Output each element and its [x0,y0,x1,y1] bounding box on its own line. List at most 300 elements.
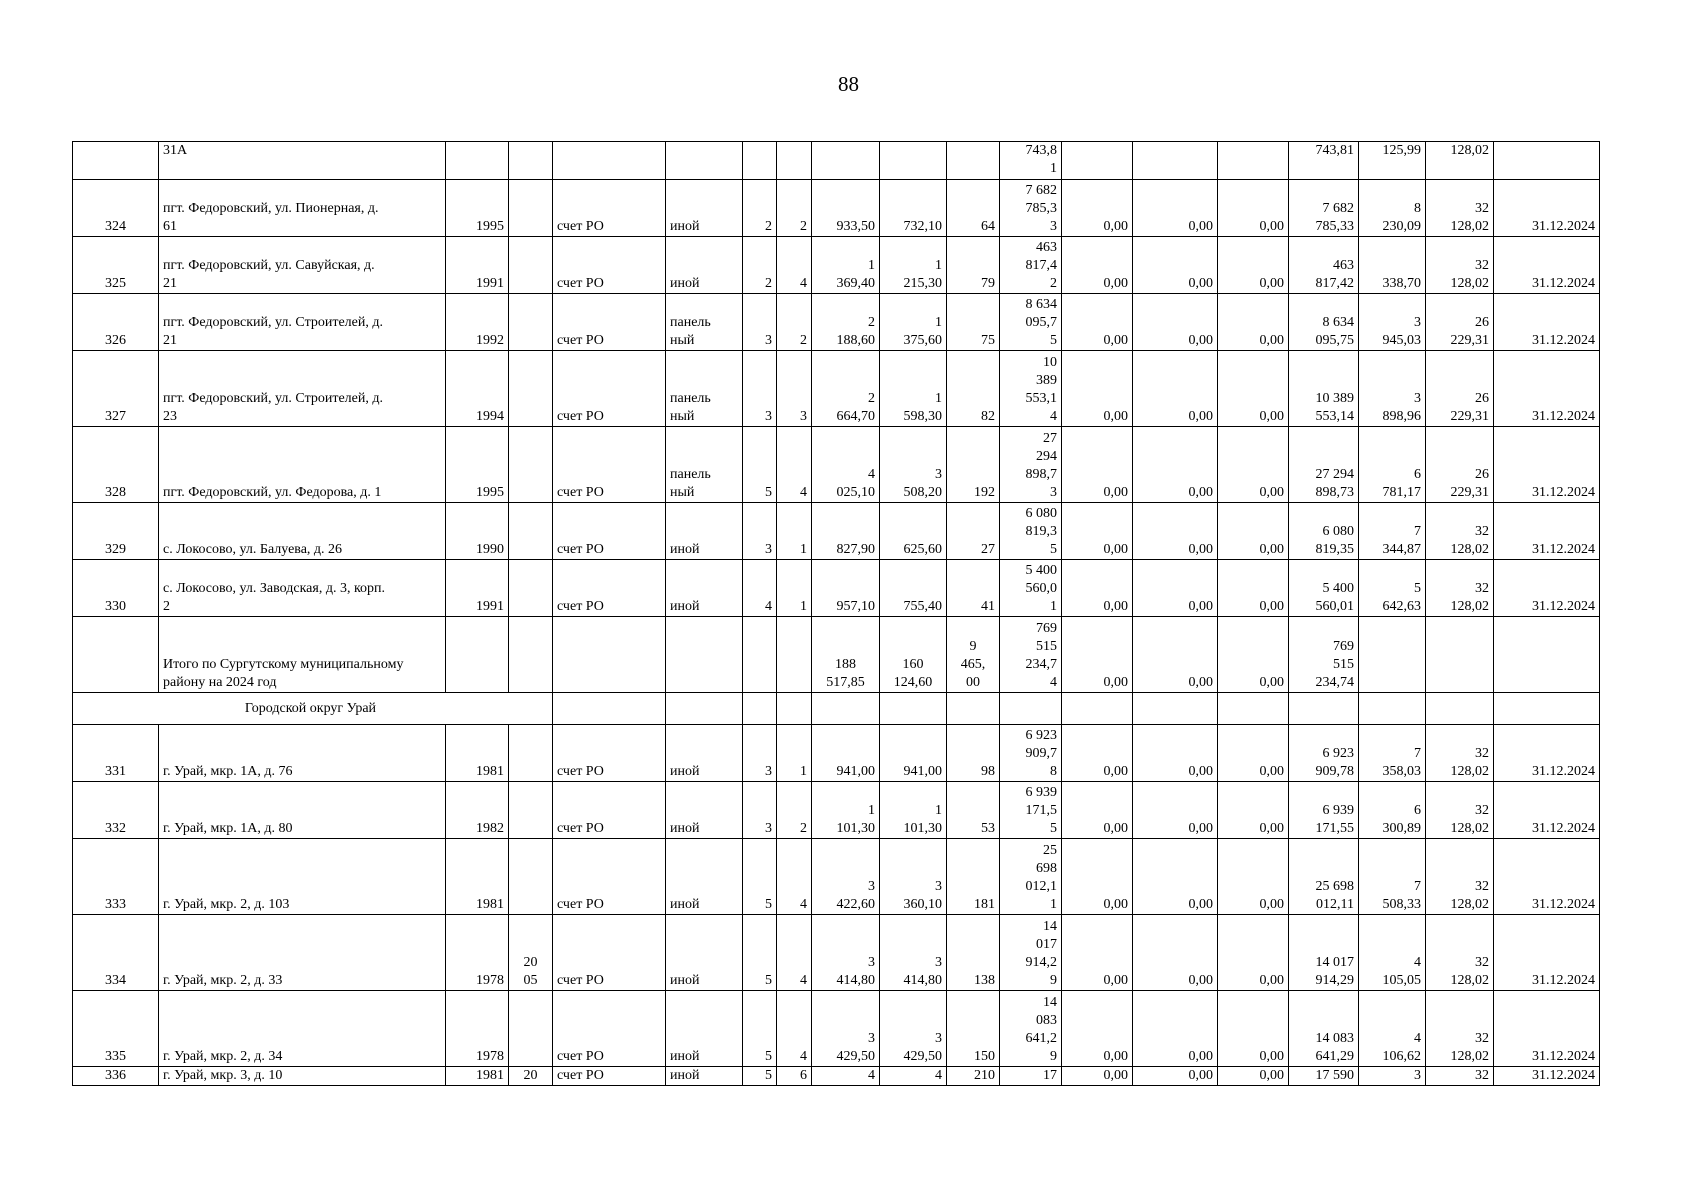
cell-year: 1994 [446,351,509,427]
cell-f: 128,02 [1426,142,1494,180]
cell-a: 0,00 [1062,294,1133,351]
section-title: Городской округ Урай [73,693,553,725]
cell-b: 0,00 [1133,617,1218,693]
cell-date [1494,142,1600,180]
cell-c [1218,142,1289,180]
cell-year2: 20 05 [509,915,553,991]
cell-f: 32 128,02 [1426,560,1494,617]
cell-e: 7 358,03 [1359,725,1426,782]
cell-mat [666,142,743,180]
cell-a: 0,00 [1062,351,1133,427]
table-row [73,991,1600,1067]
cell-e: 3 [1359,1067,1426,1086]
cell-num: 329 [73,503,159,560]
cell-fund: счет РО [553,294,666,351]
cell-fl: 2 [743,180,777,237]
cell-mat: иной [666,560,743,617]
table-row [73,142,1600,180]
cell-year2 [509,180,553,237]
cell-addr: пгт. Федоровский, ул. Строителей, д. 21 [159,294,446,351]
empty-cell [1359,693,1426,725]
cell-fund: счет РО [553,180,666,237]
cell-f: 32 128,02 [1426,991,1494,1067]
table-row [73,294,1600,351]
cell-f: 32 128,02 [1426,782,1494,839]
cell-date: 31.12.2024 [1494,839,1600,915]
cell-b: 0,00 [1133,237,1218,294]
cell-s2: 4 [880,1067,947,1086]
cell-year: 1995 [446,180,509,237]
cell-res: 138 [947,915,1000,991]
cell-year2 [509,839,553,915]
cell-s2: 1 375,60 [880,294,947,351]
cell-res: 82 [947,351,1000,427]
cell-date: 31.12.2024 [1494,782,1600,839]
cell-date: 31.12.2024 [1494,725,1600,782]
cell-year: 1981 [446,1067,509,1086]
cell-en: 4 [777,915,812,991]
cell-c: 0,00 [1218,237,1289,294]
cell-year: 1978 [446,991,509,1067]
cell-res: 210 [947,1067,1000,1086]
cell-en: 4 [777,237,812,294]
cell-addr: пгт. Федоровский, ул. Пионерная, д. 61 [159,180,446,237]
cell-c: 0,00 [1218,991,1289,1067]
cell-addr: пгт. Федоровский, ул. Строителей, д. 23 [159,351,446,427]
cell-f: 26 229,31 [1426,294,1494,351]
cell-s1: 1 369,40 [812,237,880,294]
cell-year2 [509,294,553,351]
cell-s1: 3 414,80 [812,915,880,991]
cell-s1: 933,50 [812,180,880,237]
cell-fl: 4 [743,560,777,617]
cell-year: 1995 [446,427,509,503]
table-row [73,915,1600,991]
cell-a: 0,00 [1062,725,1133,782]
empty-cell [1218,693,1289,725]
cell-fl: 3 [743,725,777,782]
cell-e: 125,99 [1359,142,1426,180]
cell-date [1494,617,1600,693]
cell-b: 0,00 [1133,427,1218,503]
empty-cell [1426,693,1494,725]
cell-c: 0,00 [1218,725,1289,782]
cell-year2 [509,427,553,503]
cell-e [1359,617,1426,693]
cell-num: 328 [73,427,159,503]
cell-d: 7 682 785,33 [1289,180,1359,237]
cell-a: 0,00 [1062,503,1133,560]
cell-s2: 3 360,10 [880,839,947,915]
cell-year: 1991 [446,560,509,617]
cell-num [73,142,159,180]
cell-a: 0,00 [1062,237,1133,294]
cell-year [446,142,509,180]
cell-date: 31.12.2024 [1494,560,1600,617]
cell-c: 0,00 [1218,1067,1289,1086]
cell-a: 0,00 [1062,782,1133,839]
cell-e: 6 300,89 [1359,782,1426,839]
cell-date: 31.12.2024 [1494,1067,1600,1086]
cell-s2: 755,40 [880,560,947,617]
cell-a: 0,00 [1062,180,1133,237]
cell-s2: 1 101,30 [880,782,947,839]
cell-tot: 14 083 641,2 9 [1000,991,1062,1067]
cell-b: 0,00 [1133,725,1218,782]
cell-s1: 4 [812,1067,880,1086]
cell-en: 1 [777,725,812,782]
cell-year2 [509,782,553,839]
cell-e: 3 898,96 [1359,351,1426,427]
cell-a: 0,00 [1062,617,1133,693]
table-body [73,142,1600,1086]
table-row [73,1067,1600,1086]
cell-fund: счет РО [553,237,666,294]
cell-en: 3 [777,351,812,427]
cell-s1: 4 025,10 [812,427,880,503]
cell-year2: 20 [509,1067,553,1086]
cell-c: 0,00 [1218,427,1289,503]
cell-a: 0,00 [1062,991,1133,1067]
cell-year2 [509,142,553,180]
cell-fund: счет РО [553,725,666,782]
cell-a [1062,142,1133,180]
cell-year2 [509,503,553,560]
cell-b: 0,00 [1133,1067,1218,1086]
cell-e: 8 230,09 [1359,180,1426,237]
cell-d: 14 017 914,29 [1289,915,1359,991]
cell-tot: 743,8 1 [1000,142,1062,180]
cell-tot: 8 634 095,7 5 [1000,294,1062,351]
cell-year: 1981 [446,725,509,782]
cell-year: 1981 [446,839,509,915]
cell-s2: 3 429,50 [880,991,947,1067]
cell-mat [666,617,743,693]
cell-tot: 6 939 171,5 5 [1000,782,1062,839]
cell-e: 5 642,63 [1359,560,1426,617]
cell-d: 6 939 171,55 [1289,782,1359,839]
cell-year: 1982 [446,782,509,839]
cell-date: 31.12.2024 [1494,427,1600,503]
cell-f: 32 [1426,1067,1494,1086]
cell-s2: 3 508,20 [880,427,947,503]
table-row [73,782,1600,839]
cell-c: 0,00 [1218,294,1289,351]
cell-en: 1 [777,560,812,617]
cell-s1: 957,10 [812,560,880,617]
cell-f: 32 128,02 [1426,915,1494,991]
cell-b: 0,00 [1133,782,1218,839]
cell-year2 [509,725,553,782]
cell-tot: 463 817,4 2 [1000,237,1062,294]
cell-s1: 1 101,30 [812,782,880,839]
cell-f: 32 128,02 [1426,180,1494,237]
cell-res: 79 [947,237,1000,294]
cell-d: 463 817,42 [1289,237,1359,294]
table-row [73,237,1600,294]
cell-year2 [509,560,553,617]
cell-d: 769 515 234,74 [1289,617,1359,693]
cell-fl: 5 [743,915,777,991]
cell-d: 8 634 095,75 [1289,294,1359,351]
cell-res: 53 [947,782,1000,839]
cell-e: 6 781,17 [1359,427,1426,503]
cell-e: 4 105,05 [1359,915,1426,991]
page-number: 88 [838,72,859,96]
cell-s1: 2 188,60 [812,294,880,351]
cell-fl: 3 [743,351,777,427]
cell-b: 0,00 [1133,560,1218,617]
cell-en: 4 [777,839,812,915]
cell-res: 150 [947,991,1000,1067]
cell-s1: 941,00 [812,725,880,782]
cell-year2 [509,237,553,294]
empty-cell [1494,693,1600,725]
cell-d: 5 400 560,01 [1289,560,1359,617]
cell-a: 0,00 [1062,560,1133,617]
cell-a: 0,00 [1062,839,1133,915]
cell-f: 32 128,02 [1426,839,1494,915]
table-row [73,427,1600,503]
cell-addr: г. Урай, мкр. 3, д. 10 [159,1067,446,1086]
cell-fl [743,142,777,180]
cell-d: 10 389 553,14 [1289,351,1359,427]
cell-b: 0,00 [1133,180,1218,237]
cell-e: 7 508,33 [1359,839,1426,915]
cell-e: 7 344,87 [1359,503,1426,560]
cell-s2: 1 215,30 [880,237,947,294]
cell-tot: 6 923 909,7 8 [1000,725,1062,782]
cell-addr: пгт. Федоровский, ул. Федорова, д. 1 [159,427,446,503]
cell-fl: 2 [743,237,777,294]
empty-cell [1289,693,1359,725]
table-row [73,351,1600,427]
empty-cell [880,693,947,725]
cell-c: 0,00 [1218,782,1289,839]
cell-tot: 14 017 914,2 9 [1000,915,1062,991]
cell-mat: панель ный [666,294,743,351]
cell-en [777,617,812,693]
cell-en: 2 [777,782,812,839]
cell-date: 31.12.2024 [1494,237,1600,294]
cell-year2 [509,351,553,427]
cell-res: 192 [947,427,1000,503]
empty-cell [1000,693,1062,725]
cell-fund [553,617,666,693]
cell-fund [553,142,666,180]
table-row [73,180,1600,237]
cell-d: 17 590 [1289,1067,1359,1086]
cell-date: 31.12.2024 [1494,915,1600,991]
empty-cell [947,693,1000,725]
cell-fund: счет РО [553,560,666,617]
cell-addr: 31А [159,142,446,180]
table-row [73,725,1600,782]
cell-date: 31.12.2024 [1494,503,1600,560]
cell-year: 1990 [446,503,509,560]
cell-b: 0,00 [1133,839,1218,915]
cell-d: 743,81 [1289,142,1359,180]
cell-a: 0,00 [1062,915,1133,991]
cell-addr: с. Локосово, ул. Заводская, д. 3, корп. 2 [159,560,446,617]
cell-s1: 3 422,60 [812,839,880,915]
table-row [73,560,1600,617]
cell-mat: иной [666,503,743,560]
cell-en: 2 [777,294,812,351]
cell-b: 0,00 [1133,503,1218,560]
cell-s2: 941,00 [880,725,947,782]
cell-num: 335 [73,991,159,1067]
empty-cell [666,693,743,725]
cell-d: 6 080 819,35 [1289,503,1359,560]
cell-addr: г. Урай, мкр. 1А, д. 76 [159,725,446,782]
cell-mat: иной [666,839,743,915]
cell-s2: 3 414,80 [880,915,947,991]
cell-fl: 5 [743,427,777,503]
section-header-row [73,693,1600,725]
cell-s1: 188 517,85 [812,617,880,693]
cell-fund: счет РО [553,1067,666,1086]
cell-c: 0,00 [1218,503,1289,560]
cell-s2: 160 124,60 [880,617,947,693]
cell-s2 [880,142,947,180]
cell-tot: 10 389 553,1 4 [1000,351,1062,427]
cell-num: 333 [73,839,159,915]
table-row [73,503,1600,560]
cell-year: 1992 [446,294,509,351]
cell-res: 64 [947,180,1000,237]
cell-res: 181 [947,839,1000,915]
cell-mat: иной [666,915,743,991]
cell-c: 0,00 [1218,560,1289,617]
cell-fl: 5 [743,839,777,915]
cell-year: 1991 [446,237,509,294]
cell-date: 31.12.2024 [1494,991,1600,1067]
cell-mat: иной [666,1067,743,1086]
cell-fund: счет РО [553,503,666,560]
cell-fund: счет РО [553,991,666,1067]
cell-res: 75 [947,294,1000,351]
cell-mat: иной [666,782,743,839]
empty-cell [553,693,666,725]
housing-register-table [72,141,1600,1086]
cell-year2 [509,617,553,693]
cell-c: 0,00 [1218,839,1289,915]
cell-d: 27 294 898,73 [1289,427,1359,503]
cell-s1: 2 664,70 [812,351,880,427]
cell-num: 324 [73,180,159,237]
cell-date: 31.12.2024 [1494,351,1600,427]
cell-s1 [812,142,880,180]
cell-num: 331 [73,725,159,782]
cell-res: 27 [947,503,1000,560]
cell-mat: иной [666,180,743,237]
empty-cell [1062,693,1133,725]
cell-tot: 17 [1000,1067,1062,1086]
cell-b [1133,142,1218,180]
cell-date: 31.12.2024 [1494,180,1600,237]
cell-d: 14 083 641,29 [1289,991,1359,1067]
cell-year [446,617,509,693]
cell-en: 4 [777,427,812,503]
cell-fund: счет РО [553,427,666,503]
cell-tot: 25 698 012,1 1 [1000,839,1062,915]
table-row [73,839,1600,915]
cell-year: 1978 [446,915,509,991]
cell-res: 98 [947,725,1000,782]
cell-fl: 3 [743,782,777,839]
cell-c: 0,00 [1218,351,1289,427]
cell-res [947,142,1000,180]
cell-addr: Итого по Сургутскому муниципальному району на 2024 год [159,617,446,693]
cell-tot: 5 400 560,0 1 [1000,560,1062,617]
cell-c: 0,00 [1218,180,1289,237]
cell-e: 3 945,03 [1359,294,1426,351]
cell-addr: г. Урай, мкр. 2, д. 34 [159,991,446,1067]
cell-tot: 769 515 234,7 4 [1000,617,1062,693]
cell-s2: 1 598,30 [880,351,947,427]
cell-mat: панель ный [666,351,743,427]
cell-tot: 27 294 898,7 3 [1000,427,1062,503]
total-row [73,617,1600,693]
cell-num: 336 [73,1067,159,1086]
cell-fund: счет РО [553,351,666,427]
cell-b: 0,00 [1133,351,1218,427]
cell-f: 26 229,31 [1426,351,1494,427]
cell-num: 327 [73,351,159,427]
cell-fl [743,617,777,693]
cell-fund: счет РО [553,915,666,991]
empty-cell [1133,693,1218,725]
cell-fund: счет РО [553,782,666,839]
cell-mat: иной [666,237,743,294]
cell-addr: г. Урай, мкр. 2, д. 103 [159,839,446,915]
cell-en: 2 [777,180,812,237]
cell-mat: иной [666,991,743,1067]
cell-addr: с. Локосово, ул. Балуева, д. 26 [159,503,446,560]
empty-cell [777,693,812,725]
cell-num: 334 [73,915,159,991]
cell-fl: 3 [743,294,777,351]
cell-tot: 6 080 819,3 5 [1000,503,1062,560]
cell-b: 0,00 [1133,915,1218,991]
cell-f [1426,617,1494,693]
cell-f: 32 128,02 [1426,237,1494,294]
cell-s2: 625,60 [880,503,947,560]
cell-a: 0,00 [1062,1067,1133,1086]
cell-date: 31.12.2024 [1494,294,1600,351]
cell-year2 [509,991,553,1067]
cell-fl: 5 [743,991,777,1067]
cell-tot: 7 682 785,3 3 [1000,180,1062,237]
cell-a: 0,00 [1062,427,1133,503]
cell-d: 25 698 012,11 [1289,839,1359,915]
cell-fl: 5 [743,1067,777,1086]
cell-res: 9 465, 00 [947,617,1000,693]
cell-num: 325 [73,237,159,294]
cell-en [777,142,812,180]
cell-b: 0,00 [1133,294,1218,351]
cell-c: 0,00 [1218,617,1289,693]
cell-d: 6 923 909,78 [1289,725,1359,782]
cell-f: 32 128,02 [1426,725,1494,782]
cell-en: 6 [777,1067,812,1086]
cell-b: 0,00 [1133,991,1218,1067]
empty-cell [743,693,777,725]
cell-en: 1 [777,503,812,560]
empty-cell [812,693,880,725]
cell-addr: г. Урай, мкр. 1А, д. 80 [159,782,446,839]
